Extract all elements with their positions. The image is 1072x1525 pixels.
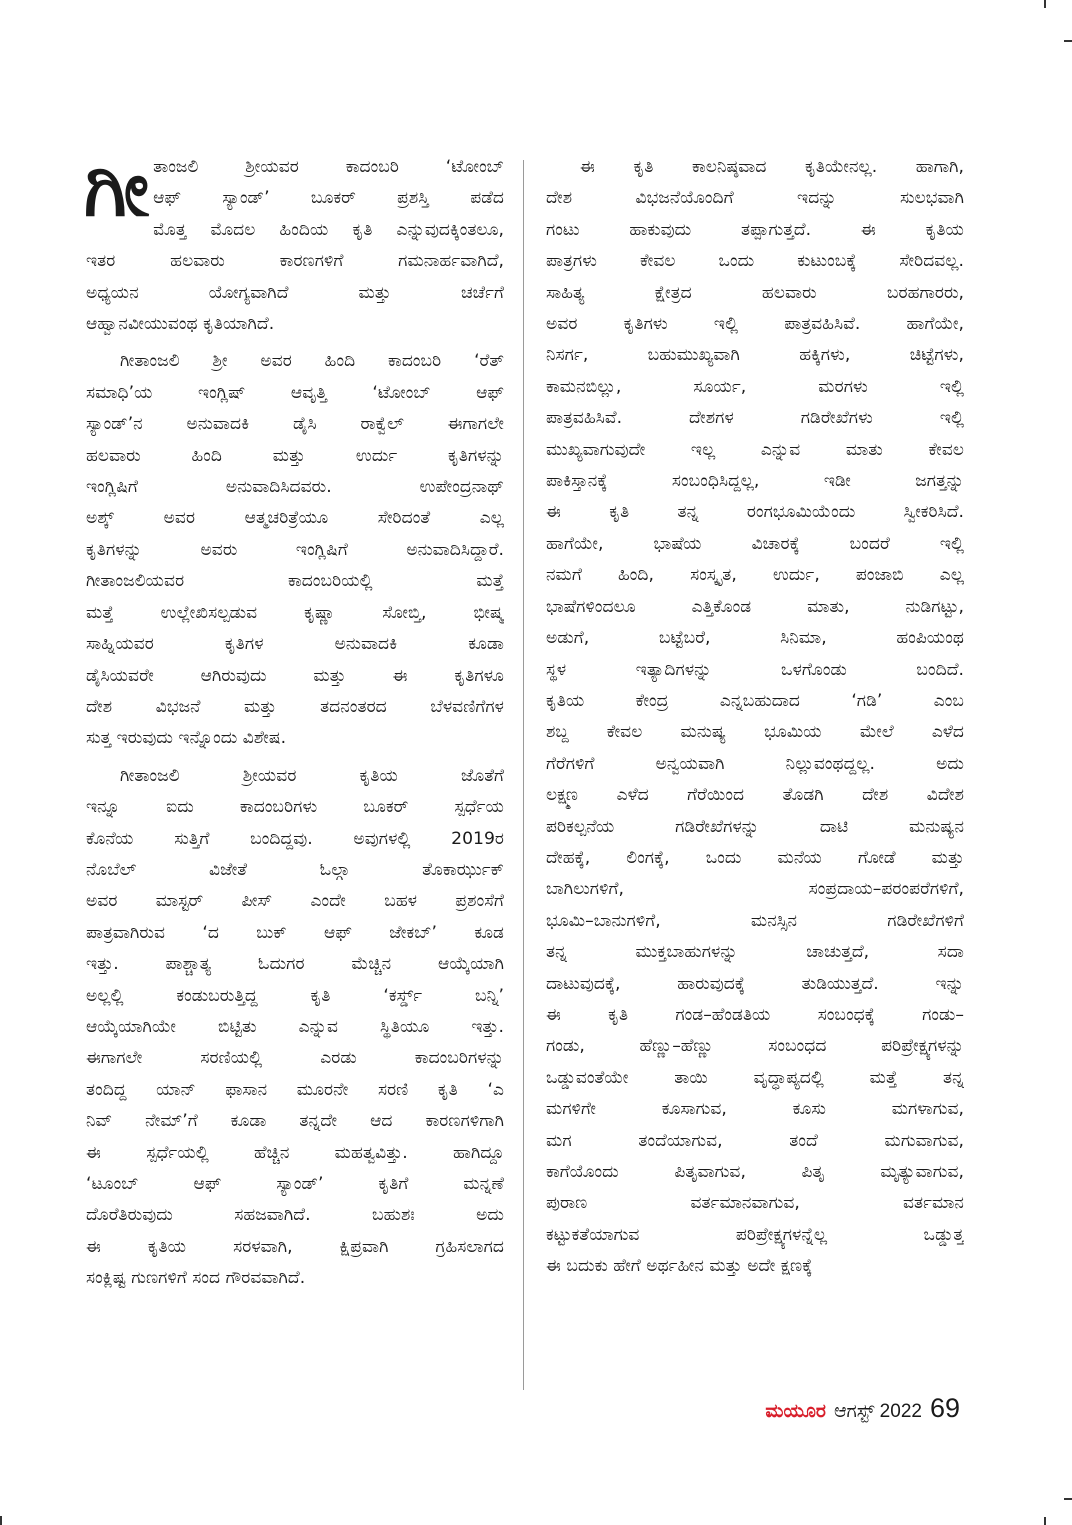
- paragraph: [86, 346, 504, 754]
- text-line: ಮಗ ತಂದೆಯಾಗುವ, ತಂದೆ ಮಗುವಾಗುವ,: [546, 1130, 964, 1151]
- text-line: ಲಕ್ಷ್ಮಣ ಎಳೆದ ಗೆರೆಯಿಂದ ತೊಡಗಿ ದೇಶ ವಿದೇಶ: [546, 785, 964, 806]
- text-line: ಈ ಕೃತಿ ಗಂಡ–ಹೆಂಡತಿಯ ಸಂಬಂಧಕ್ಕೆ ಗಂಡು–: [546, 1004, 964, 1025]
- text-line: ಕಟ್ಟುಕತೆಯಾಗುವ ಪರಿಪ್ರೇಕ್ಷ್ಯಗಳನ್ನೆಲ್ಲ ಒಡ್ಡುತ್ತ: [546, 1224, 964, 1245]
- text-line: ಹಲವಾರು ಹಿಂದಿ ಮತ್ತು ಉರ್ದು ಕೃತಿಗಳನ್ನು: [86, 445, 504, 466]
- text-line: ಗಂಡು, ಹೆಣ್ಣು–ಹೆಣ್ಣು ಸಂಬಂಧದ ಪರಿಪ್ರೇಕ್ಷ್ಯಗಳನ್ನು: [546, 1036, 964, 1057]
- text-line: ಗೆರೆಗಳಿಗೆ ಅನ್ವಯವಾಗಿ ನಿಲ್ಲುವಂಥದ್ದಲ್ಲ. ಅದು: [546, 753, 964, 774]
- text-line: ಇತ್ತು. ಪಾಶ್ಚಾತ್ಯ ಓದುಗರ ಮೆಚ್ಚಿನ ಆಯ್ಕೆಯಾಗಿ: [86, 954, 504, 975]
- text-line: ಕೃತಿಗಳನ್ನು ಅವರು ಇಂಗ್ಲಿಷಿಗೆ ಅನುವಾದಿಸಿದ್ದಾರೆ.: [86, 539, 504, 560]
- paragraph: [84, 143, 504, 340]
- column-divider: [523, 160, 524, 1390]
- text-line: ಡೈಸಿಯವರೇ ಆಗಿರುವುದು ಮತ್ತು ಈ ಕೃತಿಗಳೂ: [86, 665, 504, 686]
- text-line: ಇನ್ನೂ ಐದು ಕಾದಂಬರಿಗಳು ಬೂಕರ್ ಸ್ಪರ್ಧೆಯ: [86, 797, 504, 818]
- text-line: ಸಂಕ್ಲಿಷ್ಟ ಗುಣಗಳಿಗೆ ಸಂದ ಗೌರವವಾಗಿದೆ.: [86, 1268, 306, 1289]
- text-line: ಮುಖ್ಯವಾಗುವುದೇ ಇಲ್ಲ ಎನ್ನುವ ಮಾತು ಕೇವಲ: [546, 439, 964, 460]
- text-line: ಅವರ ಮಾಸ್ಟರ್ ಪೀಸ್ ಎಂದೇ ಬಹಳ ಪ್ರಶಂಸೆಗೆ: [86, 891, 504, 912]
- text-line: ಕಾಗೆಯೊಂದು ಪಿತೃವಾಗುವ, ಪಿತೃ ಮೃತ್ಯುವಾಗುವ,: [546, 1162, 964, 1182]
- text-line: ಒಡ್ಡುವಂತೆಯೇ ತಾಯಿ ವೃದ್ಧಾಪ್ಯದಲ್ಲಿ ಮತ್ತೆ ತನ್ನ: [546, 1067, 964, 1088]
- text-line: ಪುರಾಣ ವರ್ತಮಾನವಾಗುವ, ವರ್ತಮಾನ: [546, 1193, 964, 1214]
- text-line: ಮಗಳಿಗೇ ಕೂಸಾಗುವ, ಕೂಸು ಮಗಳಾಗುವ,: [546, 1099, 964, 1120]
- text-line: ಮತ್ತೆ ಉಲ್ಲೇಖಿಸಲ್ಪಡುವ ಕೃಷ್ಣಾ ಸೋಬ್ತಿ, ಭೀಷ್ಮ: [86, 602, 504, 623]
- paragraph: [86, 761, 504, 1295]
- text-line: ಗೀತಾಂಜಲಿಯವರ ಕಾದಂಬರಿಯಲ್ಲಿ ಮತ್ತೆ: [86, 571, 504, 592]
- text-line: ಅಶ್ಕ್ ಅವರ ಆತ್ಮಚರಿತ್ರೆಯೂ ಸೇರಿದಂತೆ ಎಲ್ಲ: [86, 508, 504, 529]
- issue-date: ಆಗಸ್ಟ್ 2022: [833, 1401, 922, 1422]
- text-line: ಇಂಗ್ಲಿಷಿಗೆ ಅನುವಾದಿಸಿದವರು. ಉಪೇಂದ್ರನಾಥ್: [86, 477, 504, 498]
- text-line: ತನ್ನ ಮುಕ್ತಬಾಹುಗಳನ್ನು ಚಾಚುತ್ತದೆ, ಸದಾ: [546, 942, 964, 963]
- text-line: ನಮಗೆ ಹಿಂದಿ, ಸಂಸ್ಕೃತ, ಉರ್ದು, ಪಂಜಾಬಿ ಎಲ್ಲ: [546, 565, 964, 586]
- text-line: ಸಮಾಧಿ’ಯ ಇಂಗ್ಲಿಷ್ ಆವೃತ್ತಿ ‘ಟೋಂಬ್ ಆಫ್: [86, 382, 504, 403]
- magazine-name: ಮಯೂರ: [765, 1400, 826, 1422]
- text-line: ಪಾತ್ರವಾಗಿರುವ ‘ದ ಬುಕ್ ಆಫ್ ಜೇಕಬ್’ ಕೂಡ: [86, 922, 504, 943]
- text-line: ಕಾಮನಬಿಲ್ಲು, ಸೂರ್ಯ, ಮರಗಳು ಇಲ್ಲಿ: [546, 376, 964, 397]
- crop-mark: [1044, 0, 1046, 8]
- text-line: ಕೃತಿಯ ಕೇಂದ್ರ ಎನ್ನಬಹುದಾದ ‘ಗಡಿ’ ಎಂಬ: [546, 690, 964, 711]
- text-line: ಈ ಬದುಕು ಹೇಗೆ ಅರ್ಥಹೀನ ಮತ್ತು ಅದೇ ಕ್ಷಣಕ್ಕೆ: [546, 1256, 813, 1277]
- crop-mark: [0, 1516, 2, 1525]
- text-line: ಅವರ ಕೃತಿಗಳು ಇಲ್ಲಿ ಪಾತ್ರವಹಿಸಿವೆ. ಹಾಗೆಯೇ,: [546, 314, 964, 335]
- text-line: ಪಾತ್ರವಹಿಸಿವೆ. ದೇಶಗಳ ಗಡಿರೇಖೆಗಳು ಇಲ್ಲಿ: [546, 408, 964, 429]
- text-line: ಈ ಕೃತಿ ತನ್ನ ರಂಗಭೂಮಿಯೆಂದು ಸ್ವೀಕರಿಸಿದೆ.: [546, 502, 964, 523]
- paragraph: [546, 152, 964, 1283]
- text-line: ಪಾಕಿಸ್ತಾನಕ್ಕೆ ಸಂಬಂಧಿಸಿದ್ದಲ್ಲ, ಇಡೀ ಜಗತ್ತನ್ನು: [546, 471, 964, 492]
- page-footer: [765, 1393, 960, 1424]
- text-line: ಗೀತಾಂಜಲಿ ಶ್ರೀ ಅವರ ಹಿಂದಿ ಕಾದಂಬರಿ ‘ರೆತ್: [120, 351, 504, 372]
- text-line: ಆಯ್ಕೆಯಾಗಿಯೇ ಬಿಟ್ಟಿತು ಎನ್ನುವ ಸ್ಥಿತಿಯೂ ಇತ್ತು.: [86, 1016, 504, 1037]
- text-line: ಅಡುಗೆ, ಬಟ್ಟೆಬರೆ, ಸಿನಿಮಾ, ಹಂಪಿಯಂಥ: [546, 628, 964, 649]
- text-line: ತಾಂಜಲಿ ಶ್ರೀಯವರ ಕಾದಂಬರಿ ‘ಟೋಂಬ್: [153, 157, 504, 177]
- page-number: 69: [929, 1393, 960, 1423]
- text-line: ಗಂಟು ಹಾಕುವುದು ತಪ್ಪಾಗುತ್ತದೆ. ಈ ಕೃತಿಯ: [546, 219, 964, 240]
- text-line: ಅಧ್ಯಯನ ಯೋಗ್ಯವಾಗಿದೆ ಮತ್ತು ಚರ್ಚೆಗೆ: [86, 282, 504, 303]
- text-line: ಸ್ಥಳ ಇತ್ಯಾದಿಗಳನ್ನು ಒಳಗೊಂಡು ಬಂದಿದೆ.: [546, 659, 964, 680]
- drop-cap: ಗೀ: [84, 143, 150, 234]
- text-line: ನೊಬೆಲ್ ವಿಜೇತೆ ಓಲ್ಗಾ ತೊಕಾರ್ಝುಕ್: [86, 859, 504, 880]
- text-line: ಗೀತಾಂಜಲಿ ಶ್ರೀಯವರ ಕೃತಿಯ ಜೊತೆಗೆ: [120, 765, 504, 786]
- text-line: ದೊರೆತಿರುವುದು ಸಹಜವಾಗಿದೆ. ಬಹುಶಃ ಅದು: [86, 1205, 504, 1226]
- text-line: ದೇಶ ವಿಭಜನೆಯೊಂದಿಗೆ ಇದನ್ನು ಸುಲಭವಾಗಿ: [546, 188, 964, 209]
- left-column: [84, 143, 504, 1301]
- text-line: ತಂದಿದ್ದ ಯಾನ್ ಫಾಸಾನ ಮೂರನೇ ಸರಣಿ ಕೃತಿ ‘ಎ: [86, 1079, 504, 1100]
- text-line: ಆಹ್ವಾನವೀಯುವಂಥ ಕೃತಿಯಾಗಿದೆ.: [86, 314, 275, 335]
- text-line: ದಾಟುವುದಕ್ಕೆ, ಹಾರುವುದಕ್ಕೆ ತುಡಿಯುತ್ತದೆ. ಇನ್ನು: [546, 973, 964, 994]
- text-line: ಪಾತ್ರಗಳು ಕೇವಲ ಒಂದು ಕುಟುಂಬಕ್ಕೆ ಸೇರಿದವಲ್ಲ.: [546, 251, 964, 272]
- text-line: ನಿವ್ ನೇಮ್’ಗೆ ಕೂಡಾ ತನ್ನದೇ ಆದ ಕಾರಣಗಳಿಗಾಗಿ: [86, 1111, 504, 1132]
- text-line: ದೇಹಕ್ಕೆ, ಲಿಂಗಕ್ಕೆ, ಒಂದು ಮನೆಯ ಗೋಡೆ ಮತ್ತು: [546, 847, 964, 868]
- crop-mark: [1044, 1517, 1046, 1525]
- text-line: ನಿಸರ್ಗ, ಬಹುಮುಖ್ಯವಾಗಿ ಹಕ್ಕಿಗಳು, ಚಿಟ್ಟೆಗಳು,: [546, 345, 964, 366]
- text-line: ದೇಶ ವಿಭಜನೆ ಮತ್ತು ತದನಂತರದ ಬೆಳವಣಿಗೆಗಳ: [86, 696, 504, 717]
- crop-mark: [1064, 1498, 1072, 1500]
- text-line: ಈ ಕೃತಿಯ ಸರಳವಾಗಿ, ಕ್ಷಿಪ್ರವಾಗಿ ಗ್ರಹಿಸಲಾಗದ: [86, 1236, 504, 1257]
- text-line: ಶಬ್ದ ಕೇವಲ ಮನುಷ್ಯ ಭೂಮಿಯ ಮೇಲೆ ಎಳೆದ: [546, 722, 964, 743]
- text-line: ಬಾಗಿಲುಗಳಿಗೆ, ಸಂಪ್ರದಾಯ–ಪರಂಪರೆಗಳಿಗೆ,: [546, 879, 964, 900]
- text-line: ಈ ಸ್ಪರ್ಧೆಯಲ್ಲಿ ಹೆಚ್ಚಿನ ಮಹತ್ವವಿತ್ತು. ಹಾಗಿದ್ದೂ: [86, 1142, 504, 1163]
- text-line: ಭಾಷೆಗಳಿಂದಲೂ ಎತ್ತಿಕೊಂಡ ಮಾತು, ನುಡಿಗಟ್ಟು,: [546, 596, 964, 617]
- text-line: ಈ ಕೃತಿ ಕಾಲನಿಷ್ಠವಾದ ಕೃತಿಯೇನಲ್ಲ. ಹಾಗಾಗಿ,: [580, 157, 964, 177]
- text-line: ಕೊನೆಯ ಸುತ್ತಿಗೆ ಬಂದಿದ್ದವು. ಅವುಗಳಲ್ಲಿ 2019ರ: [86, 828, 504, 849]
- text-line: ಭೂಮಿ–ಬಾನುಗಳಿಗೆ, ಮನಸ್ಸಿನ ಗಡಿರೇಖೆಗಳಿಗೆ: [546, 910, 964, 931]
- right-column: [546, 152, 964, 1289]
- text-line: ‘ಟೂಂಬ್ ಆಫ್ ಸ್ಯಾಂಡ್’ ಕೃತಿಗೆ ಮನ್ನಣೆ: [86, 1174, 504, 1194]
- text-line: ಸಾಹಿತ್ಯ ಕ್ಷೇತ್ರದ ಹಲವಾರು ಬರಹಗಾರರು,: [546, 282, 964, 303]
- text-line: ಅಲ್ಲಲ್ಲಿ ಕಂಡುಬರುತ್ತಿದ್ದ ಕೃತಿ ‘ಕರ್ಸ್ಡ್ ಬನ್ನಿ’: [86, 985, 504, 1006]
- text-line: ಹಾಗೆಯೇ, ಭಾಷೆಯ ವಿಚಾರಕ್ಕೆ ಬಂದರೆ ಇಲ್ಲಿ: [546, 533, 964, 554]
- text-line: ಆಫ್ ಸ್ಯಾಂಡ್’ ಬೂಕರ್ ಪ್ರಶಸ್ತಿ ಪಡೆದ: [153, 188, 504, 209]
- text-line: ಸುತ್ತ ಇರುವುದು ಇನ್ನೊಂದು ವಿಶೇಷ.: [86, 728, 287, 749]
- text-line: ಇತರ ಹಲವಾರು ಕಾರಣಗಳಿಗೆ ಗಮನಾರ್ಹವಾಗಿದೆ,: [86, 251, 504, 272]
- text-line: ಮೊತ್ತ ಮೊದಲ ಹಿಂದಿಯ ಕೃತಿ ಎನ್ನುವುದಕ್ಕಿಂತಲೂ,: [153, 219, 504, 240]
- text-line: ಸ್ಯಾಂಡ್’ನ ಅನುವಾದಕಿ ಡೈಸಿ ರಾಕ್ವೆಲ್ ಈಗಾಗಲೇ: [86, 414, 504, 435]
- crop-mark: [1064, 40, 1072, 42]
- text-line: ಪರಿಕಲ್ಪನೆಯ ಗಡಿರೇಖೆಗಳನ್ನು ದಾಟಿ ಮನುಷ್ಯನ: [546, 816, 964, 837]
- text-line: ಸಾಹ್ನಿಯವರ ಕೃತಿಗಳ ಅನುವಾದಕಿ ಕೂಡಾ: [86, 634, 504, 655]
- text-line: ಈಗಾಗಲೇ ಸರಣಿಯಲ್ಲಿ ಎರಡು ಕಾದಂಬರಿಗಳನ್ನು: [86, 1048, 504, 1069]
